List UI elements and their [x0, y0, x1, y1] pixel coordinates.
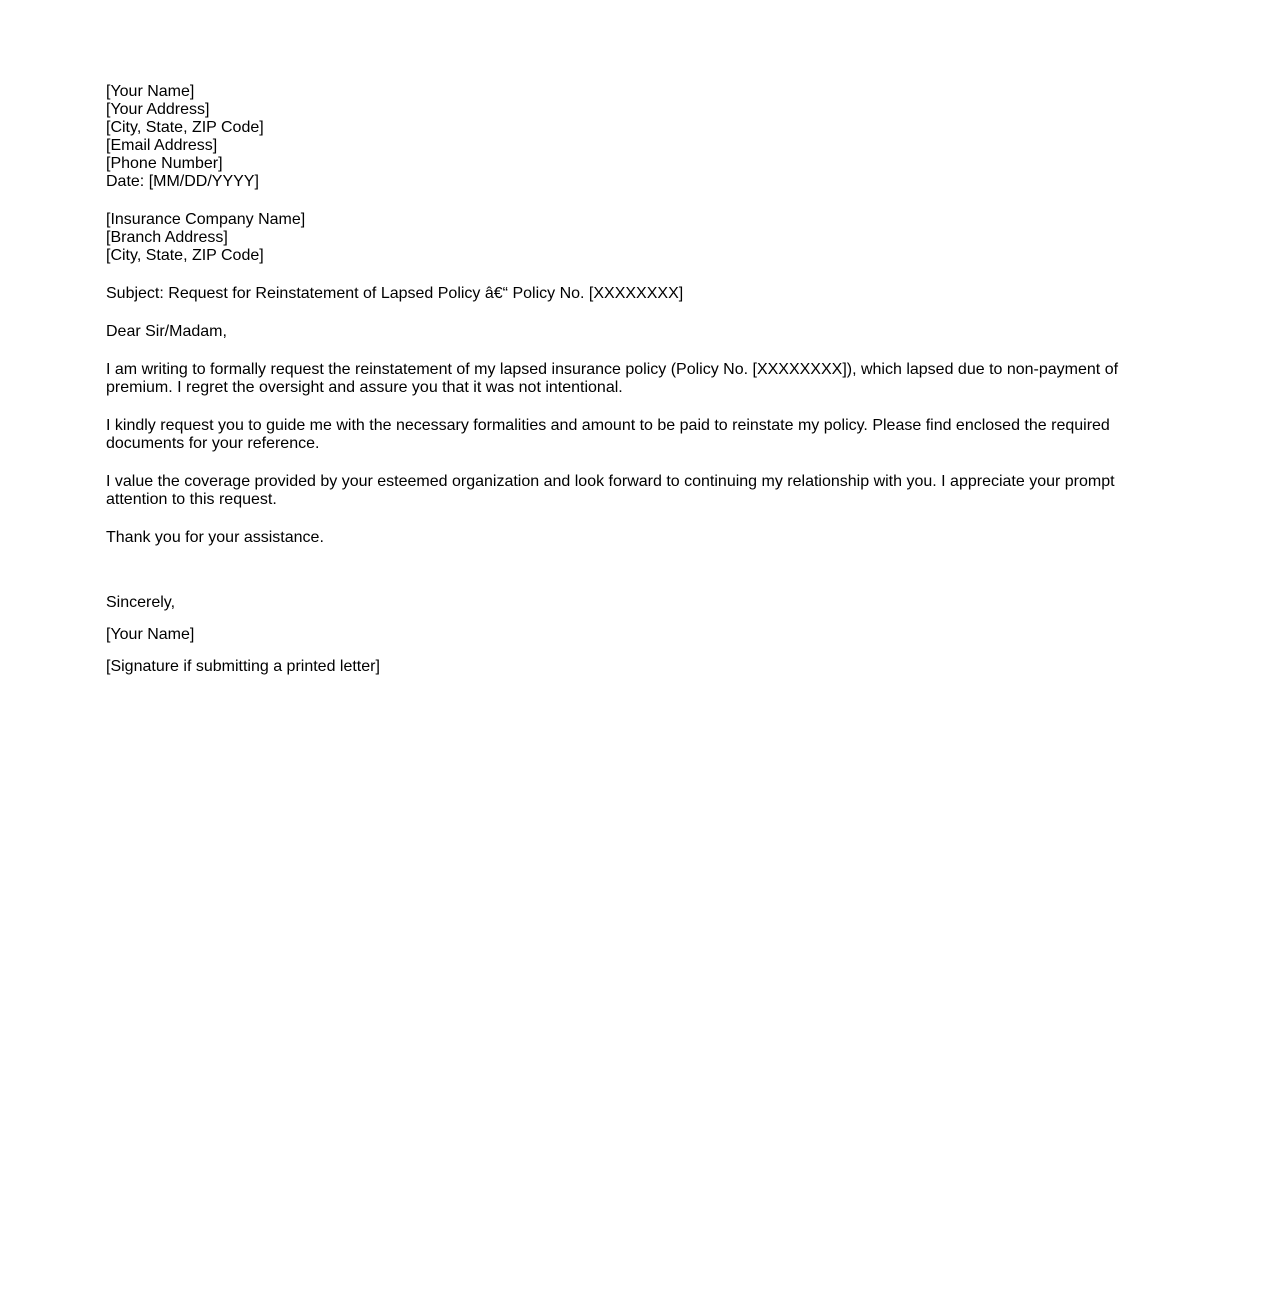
- sender-block: [106, 83, 1136, 191]
- recipient-city: [City, State, ZIP Code]: [106, 247, 264, 264]
- sender-email: [Email Address]: [106, 137, 218, 154]
- body-paragraph: I am writing to formally request the reinstatement of my lapsed insurance policy (Policy No. [XXXXXXXX]), which lapsed due to non-payment of premium. I regret the oversight and assure you that it was not intentional.: [106, 361, 1119, 396]
- recipient-block: [106, 211, 1136, 265]
- closing-block: [106, 594, 1136, 676]
- letter-date: Date: [MM/DD/YYYY]: [106, 173, 259, 190]
- body-paragraph: I kindly request you to guide me with the necessary formalities and amount to be paid to reinstate my policy. Please find enclosed the required documents for your reference.: [106, 417, 1110, 452]
- sender-address: [Your Address]: [106, 101, 210, 118]
- closing-name: [Your Name]: [106, 626, 195, 643]
- sender-city: [City, State, ZIP Code]: [106, 119, 264, 136]
- recipient-branch: [Branch Address]: [106, 229, 228, 246]
- signature-line: [Signature if submitting a printed letter]: [106, 658, 380, 675]
- salutation: Dear Sir/Madam,: [106, 323, 227, 340]
- sender-name: [Your Name]: [106, 83, 195, 100]
- valediction: Sincerely,: [106, 594, 176, 611]
- subject-line: Subject: Request for Reinstatement of Lapsed Policy â€“ Policy No. [XXXXXXXX]: [106, 285, 684, 302]
- body-paragraph: I value the coverage provided by your esteemed organization and look forward to continuing my relationship with you. I appreciate your prompt attention to this request.: [106, 473, 1115, 508]
- letter-document: [106, 83, 1136, 690]
- sender-phone: [Phone Number]: [106, 155, 223, 172]
- recipient-company: [Insurance Company Name]: [106, 211, 306, 228]
- thanks-line: Thank you for your assistance.: [106, 529, 324, 546]
